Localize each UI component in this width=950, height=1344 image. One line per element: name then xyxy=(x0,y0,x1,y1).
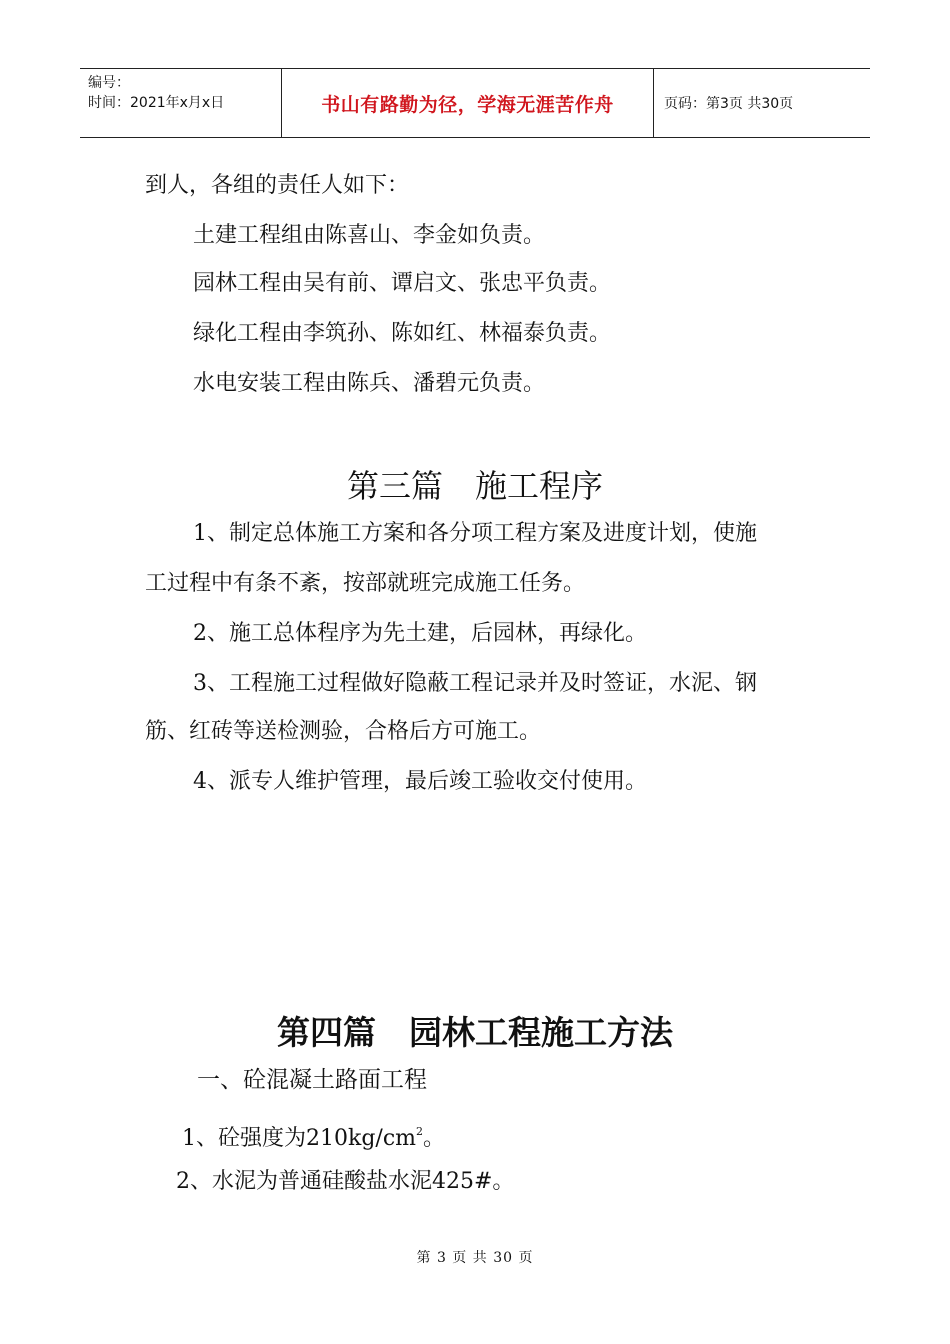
item-strength-end: 。 xyxy=(423,1126,446,1151)
paragraph-line: 到人，各组的责任人如下： xyxy=(145,173,410,198)
paragraph-line: 1、制定总体施工方案和各分项工程方案及进度计划，使施 xyxy=(193,521,757,546)
paragraph-line: 2、施工总体程序为先土建，后园林，再绿化。 xyxy=(193,621,647,646)
header-motto: 书山有路勤为径，学海无涯苦作舟 xyxy=(282,69,654,137)
paragraph-line: 筋、红砖等送检测验，合格后方可施工。 xyxy=(145,719,542,744)
paragraph-line: 水电安装工程由陈兵、潘碧元负责。 xyxy=(193,371,546,396)
paragraph-line: 园林工程由吴有前、谭启文、张忠平负责。 xyxy=(193,271,612,296)
header-page-info: 页码：第3页 共30页 xyxy=(664,96,794,112)
item-strength-sup: 2 xyxy=(416,1125,423,1138)
page-footer: 第 3 页 共 30 页 xyxy=(416,1250,534,1266)
paragraph-line: 3、工程施工过程做好隐蔽工程记录并及时签证，水泥、钢 xyxy=(193,671,757,696)
paragraph-line: 土建工程组由陈喜山、李金如负责。 xyxy=(193,223,546,248)
item-cement: 2、水泥为普通硅酸盐水泥425#。 xyxy=(176,1169,515,1194)
item-strength xyxy=(182,1118,445,1153)
section-title-3: 第三篇 施工程序 xyxy=(346,467,603,505)
paragraph-line: 4、派专人维护管理，最后竣工验收交付使用。 xyxy=(193,769,647,794)
paragraph-line: 绿化工程由李筑孙、陈如红、林福泰负责。 xyxy=(193,321,612,346)
section-title-4: 第四篇 园林工程施工方法 xyxy=(277,1013,673,1052)
header-number-label: 编号： xyxy=(88,75,130,91)
subsection-title: 一、砼混凝土路面工程 xyxy=(197,1067,427,1093)
item-strength-text: 1、砼强度为210kg/cm xyxy=(182,1126,416,1151)
header-time-label: 时间：2021年x月x日 xyxy=(88,95,225,111)
paragraph-line: 工过程中有条不紊，按部就班完成施工任务。 xyxy=(145,571,586,596)
header-meta xyxy=(80,69,282,137)
page-header xyxy=(80,68,870,138)
